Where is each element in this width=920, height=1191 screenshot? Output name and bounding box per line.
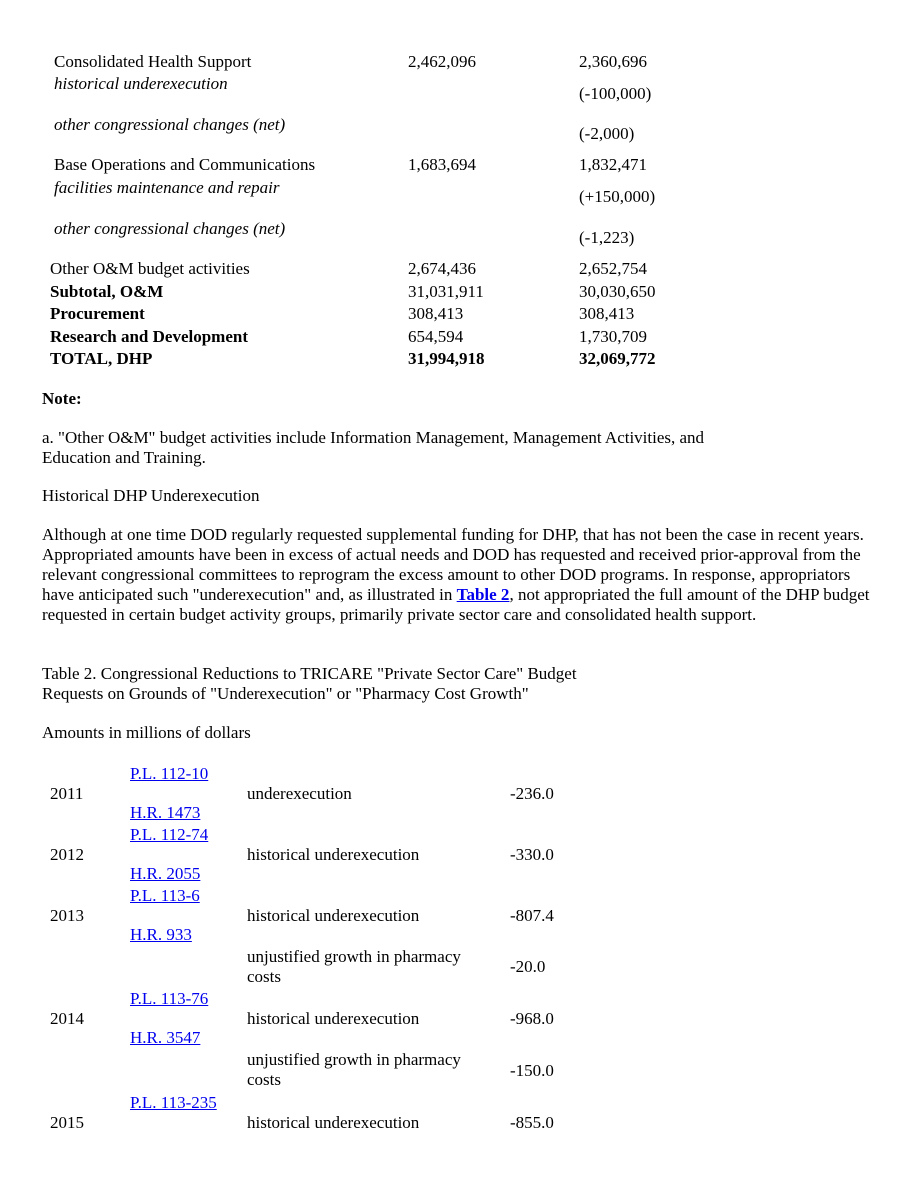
budget-row-value-request: 31,031,911 [408, 282, 484, 301]
house-bill-link[interactable]: H.R. 1473 [130, 803, 201, 822]
budget-row-value-request: 654,594 [408, 327, 464, 346]
public-law-link[interactable]: P.L. 113-76 [130, 989, 209, 1008]
budget-row-value-request: 308,413 [408, 304, 464, 323]
budget-row-label: Consolidated Health Support [54, 52, 252, 71]
table2-title: Table 2. Congressional Reductions to TRICARE "Private Sector Care" Budget Requests on Grounds of "Underexecution" or "Pharmacy Cost Growth" [42, 664, 577, 703]
budget-row-label: historical underexecution [54, 74, 228, 93]
budget-row-value-enacted: 2,360,696 [579, 52, 647, 71]
table2-amount: -20.0 [510, 957, 546, 976]
table2-amount: -150.0 [510, 1061, 554, 1080]
table2-year: 2014 [50, 1009, 84, 1028]
table2-reason: historical underexecution [247, 1113, 420, 1132]
budget-row-value-enacted: (+150,000) [579, 187, 656, 206]
table2-amount: -807.4 [510, 906, 554, 925]
budget-row-label: Other O&M budget activities [50, 259, 250, 278]
note-heading: Note: [42, 389, 82, 408]
house-bill-link[interactable]: H.R. 3547 [130, 1028, 201, 1047]
budget-row-value-enacted: 2,652,754 [579, 259, 647, 278]
budget-total-enacted: 32,069,772 [579, 349, 656, 368]
public-law-link[interactable]: P.L. 112-74 [130, 825, 209, 844]
public-law-link[interactable]: P.L. 113-6 [130, 886, 200, 905]
table2-amount: -236.0 [510, 784, 554, 803]
underexecution-paragraph [42, 525, 877, 625]
table2-year: 2015 [50, 1113, 84, 1132]
table2-amount: -968.0 [510, 1009, 554, 1028]
budget-row-label: other congressional changes (net) [54, 219, 286, 238]
budget-row-value-request: 2,462,096 [408, 52, 476, 71]
budget-row-label: Procurement [50, 304, 145, 323]
table2-reason: historical underexecution [247, 1009, 420, 1028]
budget-total-label: TOTAL, DHP [50, 349, 153, 368]
paragraph-text: Although at one time DOD regularly requested supplemental funding for DHP, that has not been the case in recent years. Appropriated amounts have been in excess of actual needs and DOD has requested and received prior-approval from the relevant congressional committees to reprogram the excess amount to other DOD programs. In response, appropriators have anticipated such "underexecution" and, as illustrated in [42, 525, 864, 604]
table2-reason: underexecution [247, 784, 352, 803]
table2-amount: -855.0 [510, 1113, 554, 1132]
budget-row-value-enacted: (-1,223) [579, 228, 635, 247]
table2-year: 2012 [50, 845, 84, 864]
budget-row-label: other congressional changes (net) [54, 115, 286, 134]
budget-row-value-enacted: 308,413 [579, 304, 635, 323]
budget-row-label: Research and Development [50, 327, 248, 346]
budget-row-value-request: 1,683,694 [408, 155, 476, 174]
budget-row-value-enacted: 30,030,650 [579, 282, 656, 301]
budget-row-label: Base Operations and Communications [54, 155, 316, 174]
budget-row-label: Subtotal, O&M [50, 282, 164, 301]
note-text: a. "Other O&M" budget activities include Information Management, Management Activities, and Education and Training. [42, 428, 705, 467]
table2-year: 2013 [50, 906, 84, 925]
budget-row-value-enacted: 1,832,471 [579, 155, 647, 174]
public-law-link[interactable]: P.L. 112-10 [130, 764, 209, 783]
table2-year: 2011 [50, 784, 84, 803]
section-title: Historical DHP Underexecution [42, 486, 260, 505]
budget-row-value-enacted: 1,730,709 [579, 327, 647, 346]
table2-reason: unjustified growth in pharmacy costs [247, 947, 461, 986]
budget-row-value-request: 2,674,436 [408, 259, 476, 278]
budget-total-request: 31,994,918 [408, 349, 485, 368]
budget-row-value-enacted: (-2,000) [579, 124, 635, 143]
house-bill-link[interactable]: H.R. 2055 [130, 864, 201, 883]
table2-reason: unjustified growth in pharmacy costs [247, 1050, 461, 1089]
house-bill-link[interactable]: H.R. 933 [130, 925, 192, 944]
table2-units: Amounts in millions of dollars [42, 723, 251, 742]
paragraph-text: , not appropriated the full amount of the DHP budget requested in certain budget activity groups, primarily private sector care and consolidated health support. [42, 585, 870, 624]
budget-row-label: facilities maintenance and repair [54, 178, 280, 197]
table2-amount: -330.0 [510, 845, 554, 864]
public-law-link[interactable]: P.L. 113-235 [130, 1093, 217, 1112]
table2-reason: historical underexecution [247, 845, 420, 864]
budget-row-value-enacted: (-100,000) [579, 84, 652, 103]
table-2-link[interactable]: Table 2 [456, 585, 510, 604]
table2-reason: historical underexecution [247, 906, 420, 925]
